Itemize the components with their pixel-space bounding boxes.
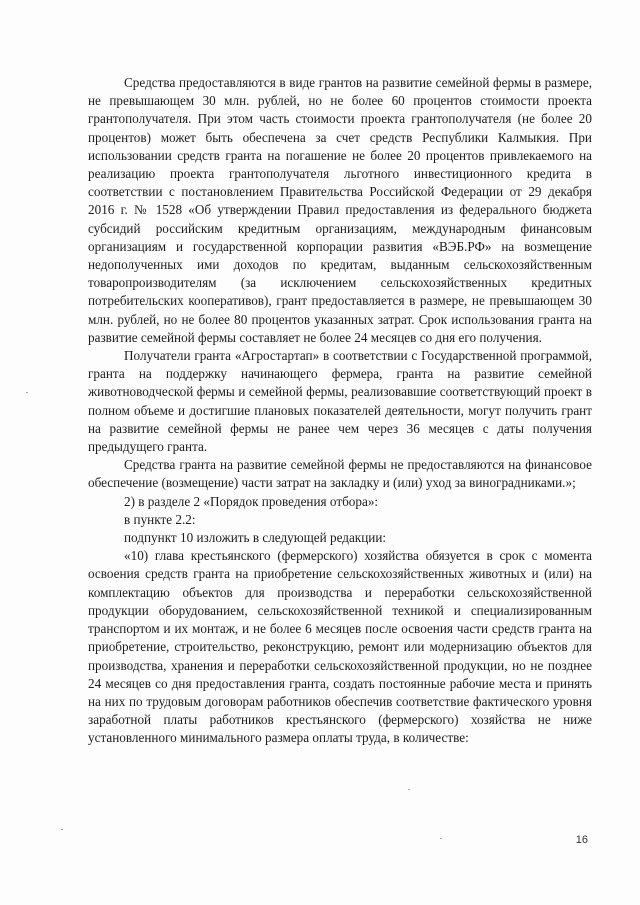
- document-body: [88, 74, 592, 748]
- page-number: 16: [575, 834, 588, 846]
- paragraph-item-2-2: в пункте 2.2:: [124, 511, 196, 527]
- paragraph-section-2: 2) в разделе 2 «Порядок проведения отбора»:: [124, 493, 379, 509]
- paragraph-grant-recipients: Получатели гранта «Агростартап» в соответствии с Государственной программой, гранта на поддержку начинающего фермера, гранта на развитие семейной животноводческой фермы и семейной фермы, реализовавшие соответствующий проект в полном объеме и достигшие плановых показателей деятельности, могут получить грант на развитие семейной фермы не ранее чем через 36 месяцев с даты получения предыдущего гранта.: [88, 348, 592, 455]
- paragraph-subitem-10-text: «10) глава крестьянского (фермерского) хозяйства обязуется в срок с момента освоения средств гранта на приобретение сельскохозяйственных животных и (или) на комплектацию объектов для производства и переработки сельскохозяйственной продукции оборудованием, сельскохозяйственной техникой и специализированным транспортом и их монтаж, и не более 6 месяцев после освоения части средств гранта на приобретение, строительство, реконструкцию, ремонт или модернизацию объектов для производства, хранения и переработки сельскохозяйственной продукции, но не позднее 24 месяцев со дня предоставления гранта, создать постоянные рабочие места и принять на них по трудовым договорам работников обеспечив соответствие фактического уровня заработной платы работников крестьянского (фермерского) хозяйства не ниже установленного минимального размера оплаты труда, в количестве:: [88, 548, 592, 746]
- scan-speck: [408, 789, 410, 790]
- paragraph-vineyards: Средства гранта на развитие семейной фермы не предоставляются на финансовое обеспечение (возмещение) части затрат на закладку и (или) уход за виноградниками.»;: [88, 457, 592, 491]
- scan-speck: [61, 829, 63, 830]
- scan-speck: [440, 838, 442, 839]
- scan-speck: [26, 392, 28, 393]
- paragraph-subitem-10: подпункт 10 изложить в следующей редакции:: [124, 530, 387, 546]
- paragraph-grant-amount: Средства предоставляются в виде грантов на развитие семейной фермы в размере, не превышающем 30 млн. рублей, но не более 60 процентов стоимости проекта грантополучателя. При этом часть стоимости проекта грантополучателя (не более 20 процентов) может быть обеспечена за счет средств Республики Калмыкия. При использовании средств гранта на погашение не более 20 процентов привлекаемого на реализацию проекта грантополучателя льготного инвестиционного кредита в соответствии с постановлением Правительства Российской Федерации от 29 декабря 2016 г. № 1528 «Об утверждении Правил предоставления из федерального бюджета субсидий российским кредитным организациям, международным финансовым организациям и государственной корпорации развития «ВЭБ.РФ» на возмещение недополученных ими доходов по кредитам, выданным сельскохозяйственным товаропроизводителям (за исключением сельскохозяйственных кредитных потребительских кооперативов), грант предоставляется в размере, не превышающем 30 млн. рублей, но не более 80 процентов указанных затрат. Срок использования гранта на развитие семейной фермы составляет не более 24 месяцев со дня его получения.: [88, 75, 592, 345]
